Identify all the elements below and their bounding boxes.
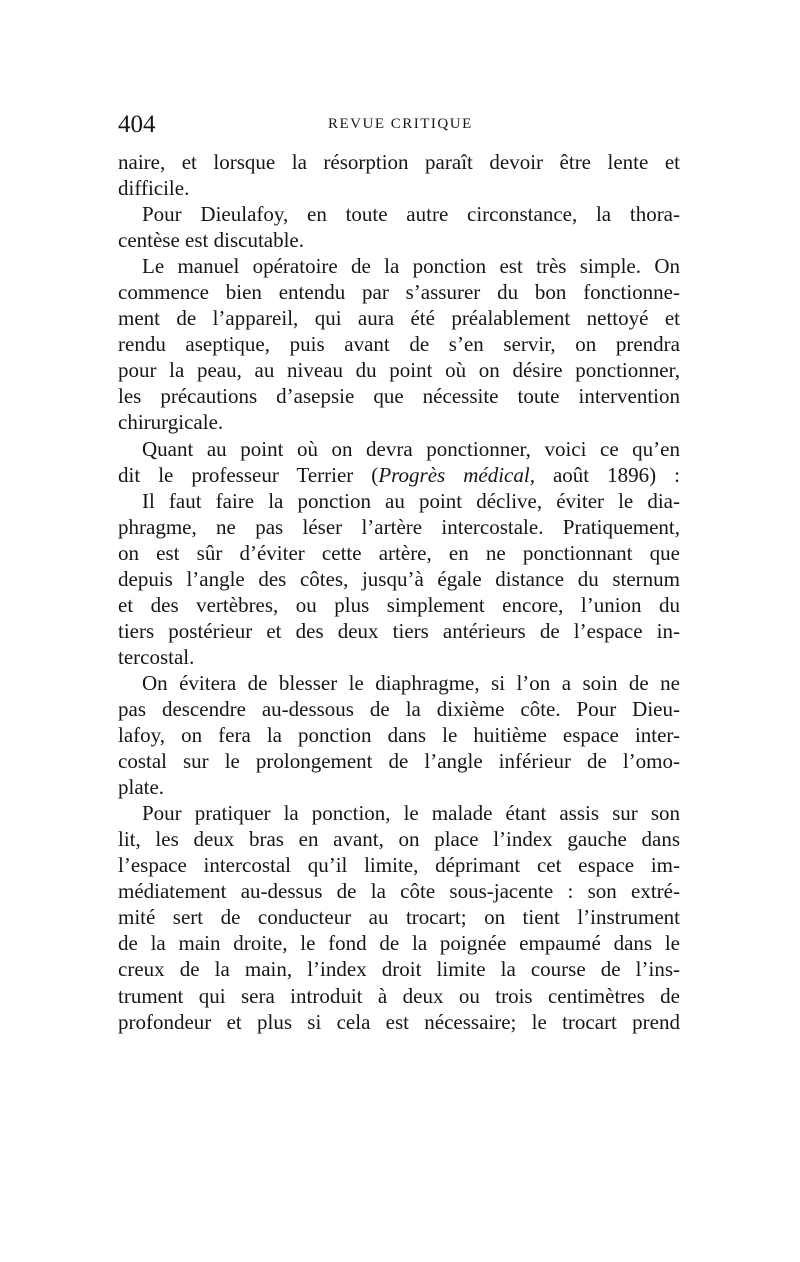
text-line: costal sur le prolongement de l’angle inférieur de l’omo- [118,749,680,774]
text-line: On évitera de blesser le diaphragme, si l’on a soin de ne [142,670,680,695]
text-line: chirurgicale. [118,410,224,435]
text-line: centèse est discutable. [118,228,305,253]
text-line: creux de la main, l’index droit limite la course de l’ins- [118,957,680,982]
text-line: médiatement au-dessus de la côte sous-jacente : son extré- [118,879,680,904]
citation-text: dit le professeur Terrier ( [118,462,379,487]
text-line: Le manuel opératoire de la ponction est très simple. On [142,254,680,279]
text-line: mité sert de conducteur au trocart; on tient l’instrument [118,905,680,930]
citation-date: août 1896) : [534,462,680,487]
running-title: REVUE CRITIQUE [328,116,473,132]
text-line: trument qui sera introduit à deux ou trois centimètres de [118,983,680,1008]
text-line: les précautions d’asepsie que nécessite toute intervention [118,384,680,409]
text-line: depuis l’angle des côtes, jusqu’à égale distance du sternum [118,566,680,591]
text-line: pas descendre au-dessous de la dixième côte. Pour Dieu- [118,696,680,721]
text-line: de la main droite, le fond de la poignée empaumé dans le [118,931,680,956]
text-line: Quant au point où on devra ponctionner, voici ce qu’en [142,436,680,461]
text-line: difficile. [118,176,190,201]
text-line: lit, les deux bras en avant, on place l’index gauche dans [118,827,680,852]
text-line-citation [118,462,680,488]
text-line: Pour pratiquer la ponction, le malade étant assis sur son [142,801,680,826]
text-line: plate. [118,775,165,800]
text-line: commence bien entendu par s’assurer du bon fonctionne- [118,280,680,305]
page-header [118,108,680,142]
journal-title: Progrès médical, [378,462,535,487]
body-text [118,149,680,1035]
text-line: Il faut faire la ponction au point déclive, éviter le dia- [142,488,680,513]
text-line: lafoy, on fera la ponction dans le huitième espace inter- [118,723,680,748]
text-line: ment de l’appareil, qui aura été préalablement nettoyé et [118,306,680,331]
text-line: on est sûr d’éviter cette artère, en ne ponctionnant que [118,540,680,565]
text-line: rendu aseptique, puis avant de s’en servir, on prendra [118,332,680,357]
text-line: profondeur et plus si cela est nécessaire; le trocart prend [118,1009,680,1034]
text-line: Pour Dieulafoy, en toute autre circonstance, la thora- [142,202,680,227]
text-line: tercostal. [118,644,195,669]
text-line: tiers postérieur et des deux tiers antérieurs de l’espace in- [118,618,680,643]
text-line: et des vertèbres, ou plus simplement encore, l’union du [118,592,680,617]
text-line: phragme, ne pas léser l’artère intercostale. Pratiquement, [118,514,680,539]
page-number: 404 [118,111,156,138]
text-line: l’espace intercostal qu’il limite, déprimant cet espace im- [118,853,680,878]
text-line: pour la peau, au niveau du point où on désire ponctionner, [118,358,680,383]
text-line: naire, et lorsque la résorption paraît devoir être lente et [118,150,680,174]
